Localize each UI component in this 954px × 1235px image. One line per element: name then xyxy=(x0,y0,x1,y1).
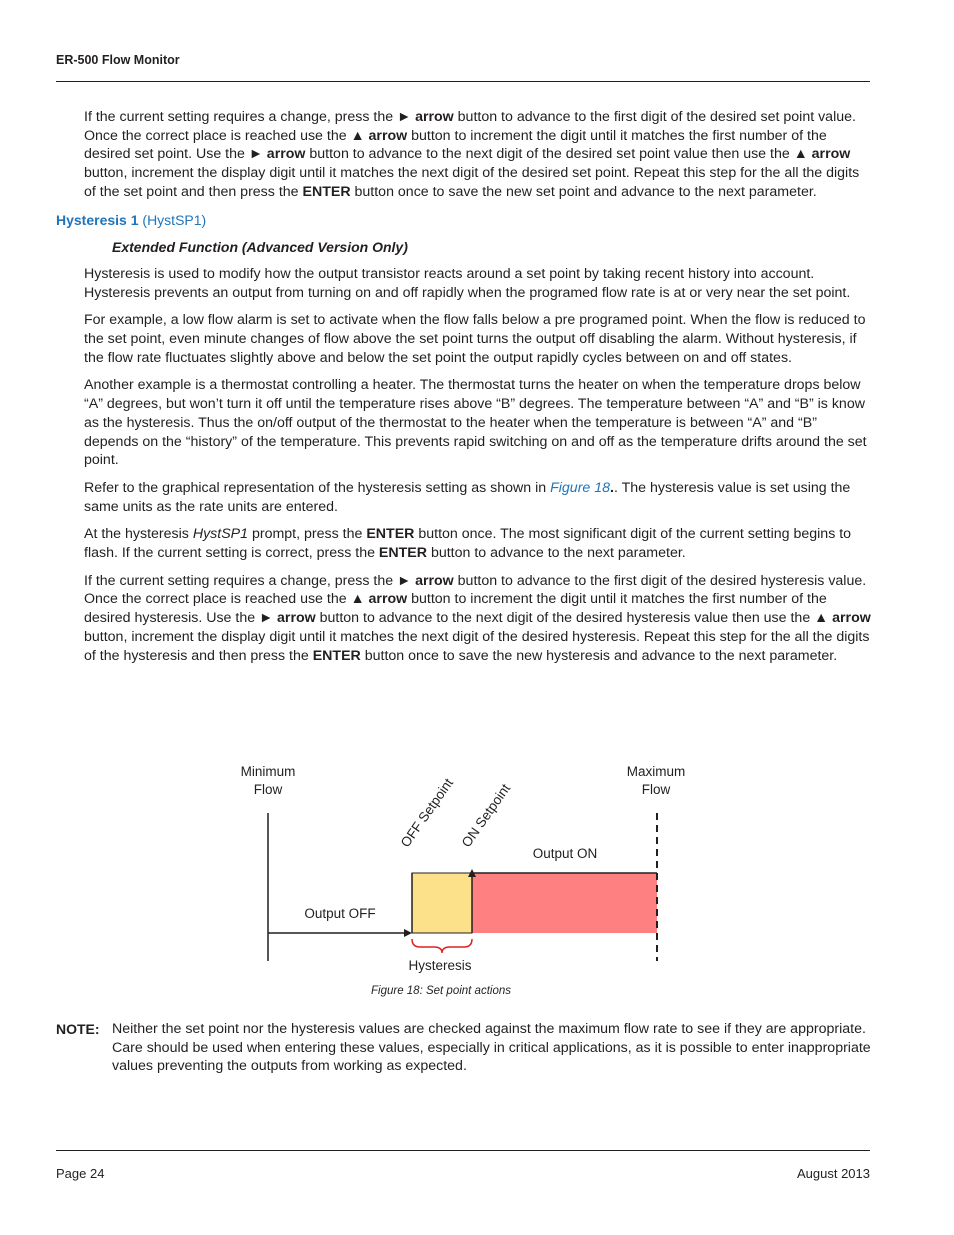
text-run: . The hysteresis value is set using the same units as the rate units are entered. xyxy=(84,479,851,515)
text-run: button to increment the digit until it matches the first number of the desired set point. Use the xyxy=(84,127,827,163)
text-run: button once to save the new hysteresis and advance to the next parameter. xyxy=(360,647,838,664)
text-run: button to advance to the next digit of the desired set point value then use the xyxy=(305,146,794,163)
text-run: button to advance to the next parameter. xyxy=(427,545,686,562)
hysteresis-band xyxy=(412,873,472,933)
bold-run: ▲ arrow xyxy=(793,146,851,163)
text-run: button to advance to the first digit of the desired hysteresis value. Once the correct place is reached use the xyxy=(84,572,867,608)
paragraph-setpoint-change xyxy=(84,108,872,202)
paragraph-thermostat-example: Another example is a thermostat controlling a heater. The thermostat turns the heater on when the temperature drops below “A” degrees, but won’t turn it off until the temperature rises above “B” degrees. The temperature between “A” and “B” is know as the hysteresis. Thus the on/off output of the thermostat to the heater when the temperature is between “A” and “B” depends on the “history” of the temperature. This prevents rapid switching on and off as the temperature drifts around the set point. xyxy=(84,377,867,469)
bold-run: ENTER xyxy=(302,183,351,200)
maximum-flow-label-line1: Maximum xyxy=(626,764,686,779)
note-text: Neither the set point nor the hysteresis values are checked against the maximum flow rate to see if they are appropriate. Care should be used when entering these values, especially in critical applications, as it is possible to enter inappropriate values preventing the outputs from working as expected. xyxy=(112,1021,871,1075)
text-run: button to advance to the next digit of the desired hysteresis value then use the xyxy=(315,610,815,627)
bold-run: ▲ arrow xyxy=(350,591,408,608)
hysteresis-bracket xyxy=(412,939,472,953)
section-code: (HystSP1) xyxy=(138,211,207,228)
publication-date: August 2013 xyxy=(796,1166,870,1181)
note-label: NOTE: xyxy=(56,1021,100,1037)
text-run: button to advance to the first digit of the desired set point value. Once the correct place is reached use the xyxy=(84,109,856,144)
output-on-label: Output ON xyxy=(532,846,598,861)
paragraph-hysteresis-prompt xyxy=(84,525,872,562)
page-content xyxy=(56,108,872,674)
hysteresis-label: Hysteresis xyxy=(408,958,472,973)
off-setpoint-label: OFF Setpoint xyxy=(397,775,457,850)
on-setpoint-label: ON Setpoint xyxy=(458,781,514,850)
bold-run: ▲ arrow xyxy=(350,127,408,144)
text-run: button once to save the new set point and advance to the next parameter. xyxy=(350,183,817,200)
text-run: button, increment the display digit until it matches the next digit of the desired set point. Repeat this step for the all the digits of the set point and then press the xyxy=(84,165,860,200)
bold-run: ► arrow xyxy=(397,572,454,589)
text-run: button to increment the digit until it matches the first number of the desired hysteresis. Use the xyxy=(84,591,827,627)
minimum-flow-label xyxy=(228,763,308,799)
page-number: Page 24 xyxy=(56,1166,105,1181)
output-off-arrowhead xyxy=(404,929,412,937)
bold-run: ENTER xyxy=(378,545,428,562)
paragraph-hysteresis-change xyxy=(84,572,872,666)
note-block xyxy=(56,1020,872,1076)
bold-run: ► arrow xyxy=(397,109,454,125)
italic-run: HystSP1 xyxy=(192,526,249,543)
section-heading-hysteresis xyxy=(56,211,872,230)
section-title: Hysteresis 1 xyxy=(56,211,139,228)
text-run: If the current setting requires a change, press the xyxy=(84,109,398,125)
footer-rule xyxy=(56,1150,870,1151)
sub-heading-extended-function: Extended Function (Advanced Version Only) xyxy=(112,239,408,256)
document-header-title: ER-500 Flow Monitor xyxy=(56,53,180,67)
text-run: Refer to the graphical representation of the hysteresis setting as shown in xyxy=(84,479,551,496)
figure-caption: Figure 18: Set point actions xyxy=(371,985,511,997)
paragraph-hysteresis-intro: Hysteresis is used to modify how the output transistor reacts around a set point by taking recent history into account. Hysteresis prevents an output from turning on and off rapidly when the programed flow rate is at or very near the set point. xyxy=(84,265,851,301)
figure-18-setpoint-diagram xyxy=(210,755,730,1005)
maximum-flow-label-line2: Flow xyxy=(641,782,671,797)
bold-run: ENTER xyxy=(312,647,361,664)
text-run: If the current setting requires a change, press the xyxy=(84,572,398,589)
output-on-region xyxy=(472,873,657,933)
minimum-flow-label-line1: Minimum xyxy=(240,764,296,779)
text-run: button, increment the display digit until it matches the next digit of the desired hysteresis. Repeat this step for the all the digits of the hysteresis and then press the xyxy=(84,628,870,664)
minimum-flow-label-line2: Flow xyxy=(253,782,283,797)
paragraph-figure-reference xyxy=(84,479,872,516)
text-run: button once. The most significant digit of the current setting begins to flash. If the current setting is correct, press the xyxy=(84,526,852,562)
bold-run: . xyxy=(610,479,614,496)
bold-run: ENTER xyxy=(366,526,415,543)
bold-run: ► arrow xyxy=(259,610,316,627)
text-run: At the hysteresis xyxy=(84,526,193,543)
header-rule xyxy=(56,81,870,82)
maximum-flow-label xyxy=(616,763,696,799)
text-run: prompt, press the xyxy=(248,526,367,543)
bold-run: ► arrow xyxy=(248,146,306,163)
bold-run: ▲ arrow xyxy=(814,610,871,627)
figure-18-link[interactable]: Figure 18 xyxy=(550,479,611,496)
paragraph-low-flow-example: For example, a low flow alarm is set to activate when the flow falls below a pre programed point. When the flow is reduced to the set point, even minute changes of flow above the set point turns the output off disabling the alarm. Without hysteresis, if the flow rate fluctuates slightly above and below the set point the output rapidly cycles between on and off states. xyxy=(84,312,866,366)
output-off-label: Output OFF xyxy=(304,906,376,921)
